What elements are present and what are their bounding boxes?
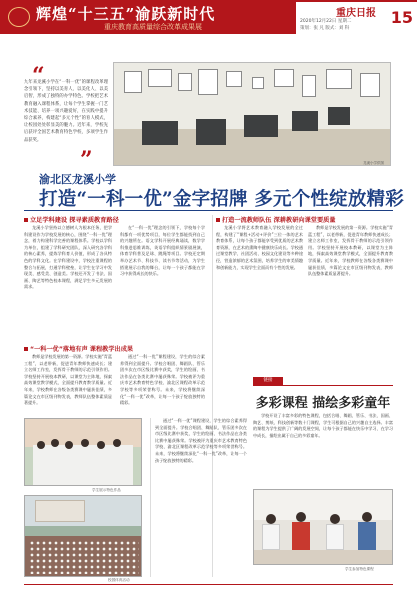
banner-title: 辉煌“十三五”渝跃新时代 <box>36 5 216 23</box>
intro-quote <box>24 63 108 173</box>
section-heading-2: “一科一优”落地有声 课程教学出成果 <box>24 344 133 353</box>
section-heading-3: 打造一流教师队伍 深耕教研向课堂要质量 <box>216 215 336 224</box>
issue-line-credits: 策划：张 凡 版式：刘 科 <box>300 26 350 31</box>
banner-subtitle: 重庆教育高质量综合改革成果展 <box>104 23 202 31</box>
section-heading-1: 立足学科建设 探寻素质教育路径 <box>24 215 119 224</box>
article-column-1 <box>24 225 112 335</box>
hero-photo-exhibit-hall <box>113 62 391 166</box>
caption-class: 学生参加特色课程 <box>345 567 374 571</box>
paper-name: 重庆日报 <box>336 8 376 19</box>
article-column-2 <box>120 225 205 335</box>
close-quote-icon: ” <box>80 147 93 173</box>
issue-line: 2020年12月22日 星期二 <box>300 19 352 24</box>
footer-rule <box>24 584 393 585</box>
page-number: 15 <box>390 8 413 27</box>
caption-playground: 校园体育活动 <box>108 578 130 582</box>
article-column-5 <box>216 225 303 371</box>
article-column-4 <box>120 354 205 414</box>
headline-divider <box>24 210 393 211</box>
caption-group: 学生展示特色作品 <box>92 488 121 492</box>
sidebar-tag: 链接 <box>253 377 283 385</box>
logo-icon <box>8 7 30 27</box>
column-2-text: 在“一科一优”理念的引领下，学校每个学科都有一项优势项目，每位学生都能找到自己的兴趣所在。语文学科开展经典诵读，数学学科推进思维训练，英语学科组织情景剧展演，体育学科普及足球、跳绳等项目。学校还定期举办艺术节、科技节、读书节等活动，为学生搭建展示自我的舞台，让每一个孩子都能在学习中获得成长的快乐。 <box>120 225 205 277</box>
column-3-text: 教师是学校发展的第一资源。学校实施“青蓝工程”，以老带新，促进青年教师快速成长；建立名师工作室，发挥骨干教师的示范引领作用。学校坚持开展校本教研，以课堂为主阵地，探索高效课堂教学模式，全面提升教育教学质量。近年来，学校教师在各级各类赛课中屡获佳绩，多篇论文在市区级刊物发表，教师队伍整体素质显著提升。 <box>24 354 112 406</box>
sidebar-text: 学校开设了丰富多彩的特色课程，包括合唱、舞蹈、管乐、书法、国画、陶艺、剪纸、科技创新等数十门课程，学生可根据自己的兴趣自主选择。丰富的课程为学生提供了广阔的发展空间，让每个孩子都能在快乐中学习、在学习中成长，描绘出属于自己的多彩童年。 <box>253 413 393 438</box>
photo-credit: 龙溪小学供图 <box>363 161 384 165</box>
open-quote-icon: “ <box>32 63 45 89</box>
sidebar-text-block <box>253 413 393 485</box>
sidebar-title: 多彩课程 描绘多彩童年 <box>255 396 391 411</box>
masthead-info <box>296 2 417 34</box>
column-7-text: 通过“一科一优”课程建设，学生的综合素养得到全面提升。学校合唱团、舞蹈队、管乐团多次在市区级比赛中获奖，学生的绘画、书法作品在各类比赛中屡获殊荣。学校被评为重庆市艺术教育特色学校、渝北区课程改革示范学校等多项荣誉称号。未来，学校将继续深化“一科一优”改革，让每一个孩子绽放独特的精彩。 <box>155 418 247 463</box>
article-column-6 <box>308 225 393 371</box>
article-subhead: 渝北区龙溪小学 <box>39 173 116 186</box>
photo-students-group <box>24 418 142 486</box>
article-headline: 打造“一科一优”金字招牌 多元个性绽放精彩 <box>39 189 404 210</box>
column-5-text: 龙溪小学将艺术教育融入学校发展的全过程，构建了“课程+活动+评价”三位一体的艺术教育体系，让每个孩子都能享受到优质的艺术教育资源，在艺术的熏陶中健康快乐成长。学校通过课堂教学、社团活动、校园文化建设等多种途径，营造浓郁的艺术氛围，培养学生的审美情趣和创新能力，实现学生全面而有个性的发展。 <box>216 225 303 270</box>
column-1-text: 龙溪小学坚持以立德树人为根本任务，把学科建设作为学校发展的核心，围绕“一科一优”理念，着力构建科学完善的课程体系。学校以学科为单位，组建了学科研究团队，深入研究各学科的核心素养，提炼学科育人价值，形成了各具特色的学科文化。在学科建设中，学校注重课程的整合与拓展，打通学科壁垒，让学生在学习中发现美、感受美、创造美。学校还开发了书法、国画、陶艺等特色校本课程，满足学生多元发展的需求。 <box>24 225 112 290</box>
article-column-3 <box>24 354 112 414</box>
sidebar-rule <box>253 385 393 386</box>
sidebar-link-box <box>253 377 393 577</box>
article-column-7 <box>155 418 247 577</box>
photo-class <box>253 489 393 565</box>
column-4-text: 通过“一科一优”课程建设，学生的综合素养得到全面提升。学校合唱团、舞蹈队、管乐团多次在市区级比赛中获奖，学生的绘画、书法作品在各类比赛中屡获殊荣。学校被评为重庆市艺术教育特色学校、渝北区课程改革示范学校等多项荣誉称号。未来，学校将继续深化“一科一优”改革，让每一个孩子绽放独特的精彩。 <box>120 354 205 406</box>
column-divider-bottom <box>150 418 151 577</box>
column-6-text: 教师是学校发展的第一资源。学校实施“青蓝工程”，以老带新，促进青年教师快速成长；建立名师工作室，发挥骨干教师的示范引领作用。学校坚持开展校本教研，以课堂为主阵地，探索高效课堂教学模式，全面提升教育教学质量。近年来，学校教师在各级各类赛课中屡获佳绩，多篇论文在市区级刊物发表，教师队伍整体素质显著提升。 <box>308 225 393 277</box>
photo-playground <box>24 495 142 577</box>
intro-quote-text: 九年来龙溪小学在“一科一优”的课程改革理念引领下，坚持以美育人、以美化人、以美启智，形成了独特的办学特色。学校把艺术教育融入课程体系，让每个学生掌握一门艺术技能、培养一项兴趣爱好，在实践中提升综合素养，构建起“多元个性”的育人模式，让校园处处彰显美的魅力。近年来，学校先后获评全国艺术教育特色学校，多项学生作品获奖。 <box>24 80 108 143</box>
